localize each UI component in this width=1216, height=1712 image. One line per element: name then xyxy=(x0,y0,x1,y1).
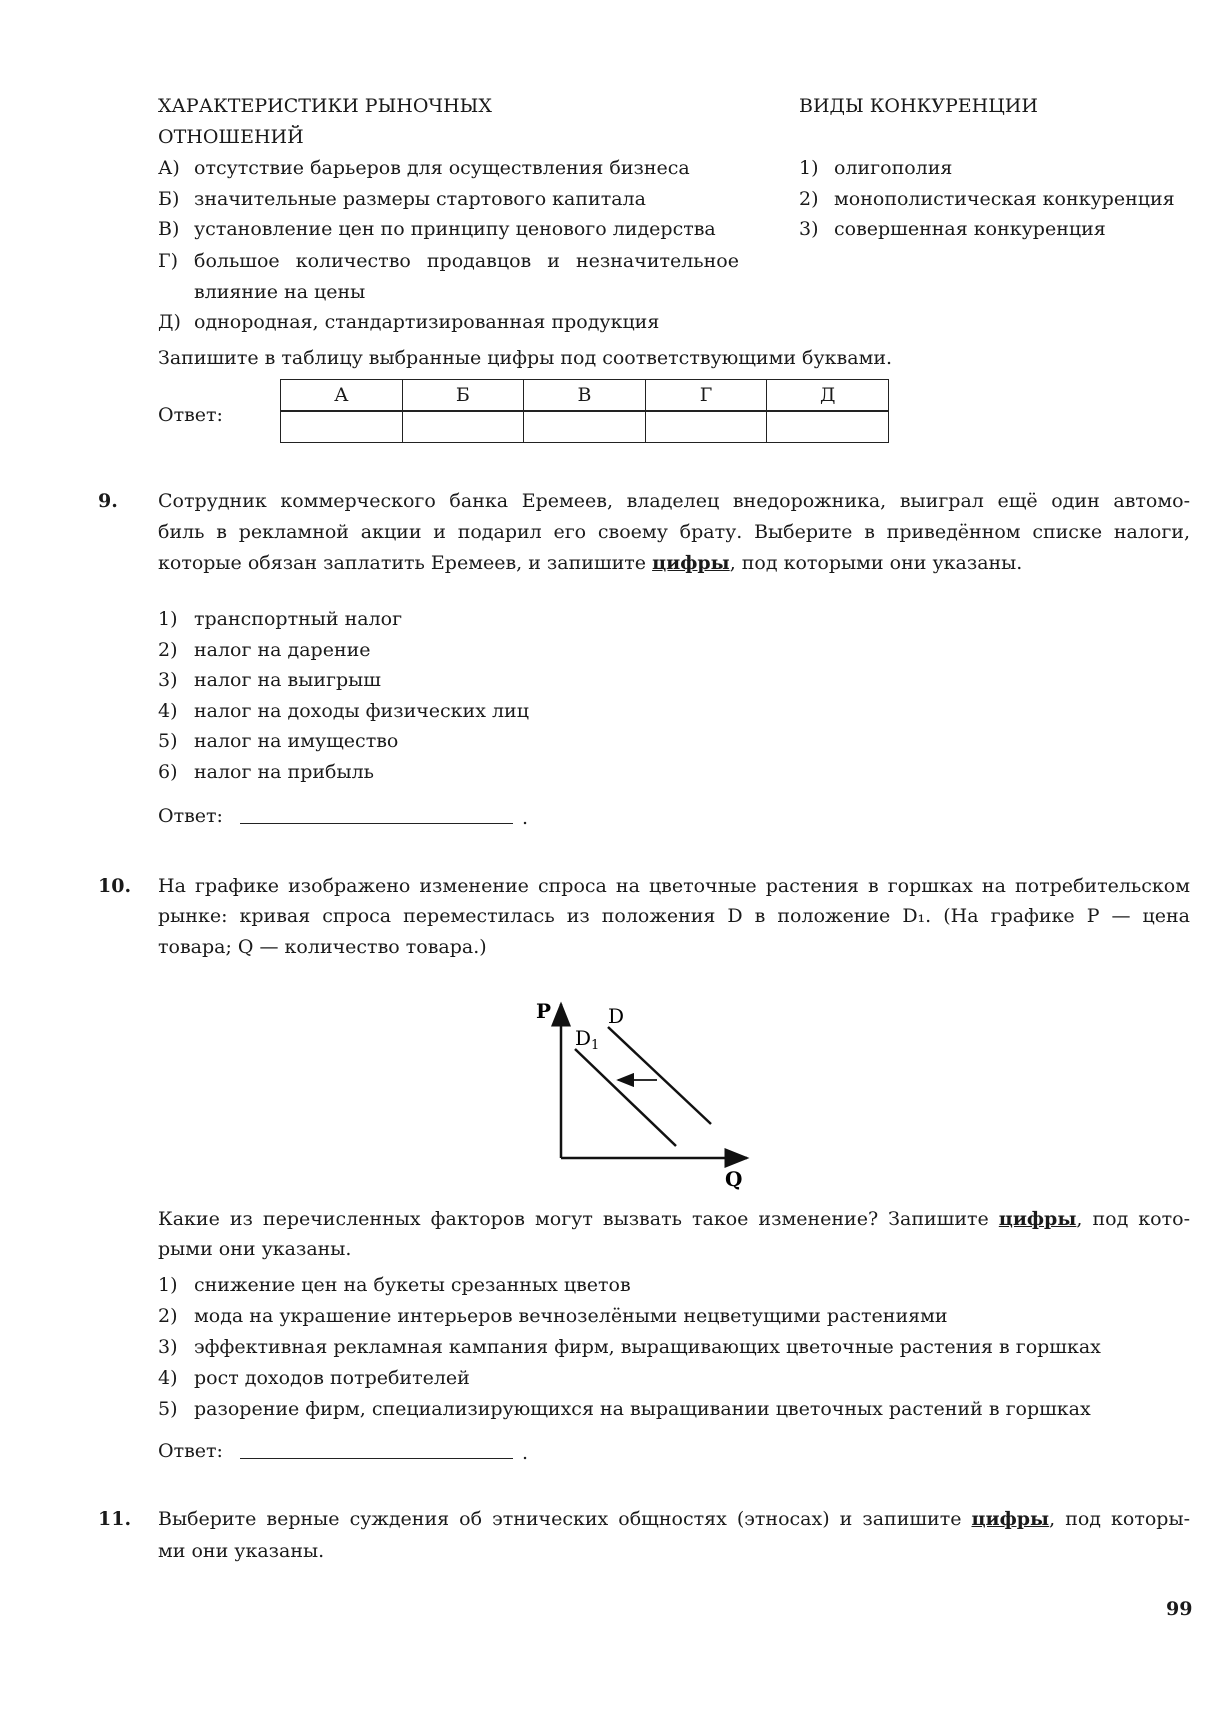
option-number: 6) xyxy=(158,761,178,783)
answer-table xyxy=(280,379,889,443)
characteristic-item: большое количество продавцов и незначительное xyxy=(194,250,739,272)
competition-type: совершенная конкуренция xyxy=(834,218,1106,240)
option-number: 3) xyxy=(158,669,178,691)
question-text-line xyxy=(158,1207,1190,1231)
option-text: налог на имущество xyxy=(194,730,399,752)
option-number: 1) xyxy=(158,608,178,630)
q-axis-label: Q xyxy=(725,1167,743,1191)
right-column-header: ВИДЫ КОНКУРЕНЦИИ xyxy=(799,95,1038,117)
option-number: 3) xyxy=(158,1336,178,1358)
option-text: рост доходов потребителей xyxy=(194,1367,470,1389)
option-text: налог на прибыль xyxy=(194,761,374,783)
item-letter: В) xyxy=(158,218,180,240)
demand-curve-d1 xyxy=(575,1049,676,1146)
emphasis-digits: цифры xyxy=(652,552,730,574)
left-column-header-cont: ОТНОШЕНИЙ xyxy=(158,126,304,148)
option-number: 1) xyxy=(158,1274,178,1296)
emphasis-digits: цифры xyxy=(998,1208,1077,1230)
option-number: 4) xyxy=(158,1367,178,1389)
question-text-line: рыми они указаны. xyxy=(158,1238,352,1260)
answer-cell[interactable] xyxy=(281,411,403,443)
characteristic-item-cont: влияние на цены xyxy=(194,281,366,303)
curve-d-label: D xyxy=(608,1004,625,1028)
question-text-line: биль в рекламной акции и подарил его своему брату. Выберите в приведённом списке налоги, xyxy=(158,521,1190,543)
answer-cell[interactable] xyxy=(524,411,646,443)
p-axis-label: P xyxy=(536,999,552,1023)
text: , под кото- xyxy=(1076,1208,1190,1230)
answer-input-line[interactable] xyxy=(240,1458,513,1459)
option-text: налог на выигрыш xyxy=(194,669,381,691)
answer-dot: . xyxy=(522,807,529,829)
demand-shift-graph xyxy=(520,990,780,1195)
answer-cell[interactable] xyxy=(645,411,767,443)
answer-label: Ответ: xyxy=(158,404,223,426)
answer-label: Ответ: xyxy=(158,805,223,827)
question-text-line: Сотрудник коммерческого банка Еремеев, владелец внедорожника, выиграл ещё один автомо- xyxy=(158,490,1190,512)
item-letter: Г) xyxy=(158,250,178,272)
question-text-line: На графике изображено изменение спроса на цветочные растения в горшках на потребительском xyxy=(158,875,1190,897)
item-letter: А) xyxy=(158,157,180,179)
table-instruction: Запишите в таблицу выбранные цифры под соответствующими буквами. xyxy=(158,347,893,369)
answer-label: Ответ: xyxy=(158,1440,223,1462)
option-text: снижение цен на букеты срезанных цветов xyxy=(194,1274,631,1296)
table-header: А xyxy=(281,380,403,412)
text: Какие из перечисленных факторов могут вызвать такое изменение? Запишите xyxy=(158,1208,999,1230)
type-number: 2) xyxy=(799,188,819,210)
option-number: 2) xyxy=(158,639,178,661)
demand-curve-d xyxy=(608,1027,711,1124)
option-text: налог на доходы физических лиц xyxy=(194,700,529,722)
text: Выберите верные суждения об этнических общностях (этносах) и запишите xyxy=(158,1508,972,1530)
left-column-header: ХАРАКТЕРИСТИКИ РЫНОЧНЫХ xyxy=(158,95,492,117)
answer-cell[interactable] xyxy=(402,411,524,443)
option-number: 2) xyxy=(158,1305,178,1327)
option-text: налог на дарение xyxy=(194,639,371,661)
question-text-line: рынке: кривая спроса переместилась из положения D в положение D₁. (На графике P — цена xyxy=(158,905,1190,927)
option-number: 5) xyxy=(158,1398,178,1420)
option-number: 4) xyxy=(158,700,178,722)
emphasis-digits: цифры xyxy=(971,1508,1050,1530)
table-header: Г xyxy=(645,380,767,412)
characteristic-item: отсутствие барьеров для осуществления бизнеса xyxy=(194,157,690,179)
option-text: мода на украшение интерьеров вечнозелёными нецветущими растениями xyxy=(194,1305,948,1327)
question-number: 10. xyxy=(98,875,132,897)
competition-type: олигополия xyxy=(834,157,953,179)
type-number: 3) xyxy=(799,218,819,240)
option-number: 5) xyxy=(158,730,178,752)
curve-d1-label: $D_1$ xyxy=(575,1026,600,1053)
table-header: Д xyxy=(767,380,889,412)
table-header: Б xyxy=(402,380,524,412)
option-text: эффективная рекламная кампания фирм, выращивающих цветочные растения в горшках xyxy=(194,1336,1101,1358)
answer-dot: . xyxy=(522,1442,529,1464)
question-number: 9. xyxy=(98,490,118,512)
characteristic-item: однородная, стандартизированная продукция xyxy=(194,311,660,333)
item-letter: Б) xyxy=(158,188,180,210)
type-number: 1) xyxy=(799,157,819,179)
answer-cell[interactable] xyxy=(767,411,889,443)
question-text-line xyxy=(158,551,1022,575)
option-text: транспортный налог xyxy=(194,608,403,630)
question-number: 11. xyxy=(98,1508,132,1530)
question-text-line: товара; Q — количество товара.) xyxy=(158,936,487,958)
text: , под которы- xyxy=(1049,1508,1191,1530)
answer-input-line[interactable] xyxy=(240,823,513,824)
page-number: 99 xyxy=(1166,1598,1193,1620)
characteristic-item: установление цен по принципу ценового лидерства xyxy=(194,218,716,240)
item-letter: Д) xyxy=(158,311,181,333)
table-header: В xyxy=(524,380,646,412)
text: , под которыми они указаны. xyxy=(729,552,1023,574)
question-text-line: ми они указаны. xyxy=(158,1540,325,1562)
question-text-line xyxy=(158,1507,1190,1531)
competition-type: монополистическая конкуренция xyxy=(834,188,1175,210)
option-text: разорение фирм, специализирующихся на выращивании цветочных растений в горшках xyxy=(194,1398,1091,1420)
text: которые обязан заплатить Еремеев, и запишите xyxy=(158,552,653,574)
characteristic-item: значительные размеры стартового капитала xyxy=(194,188,646,210)
